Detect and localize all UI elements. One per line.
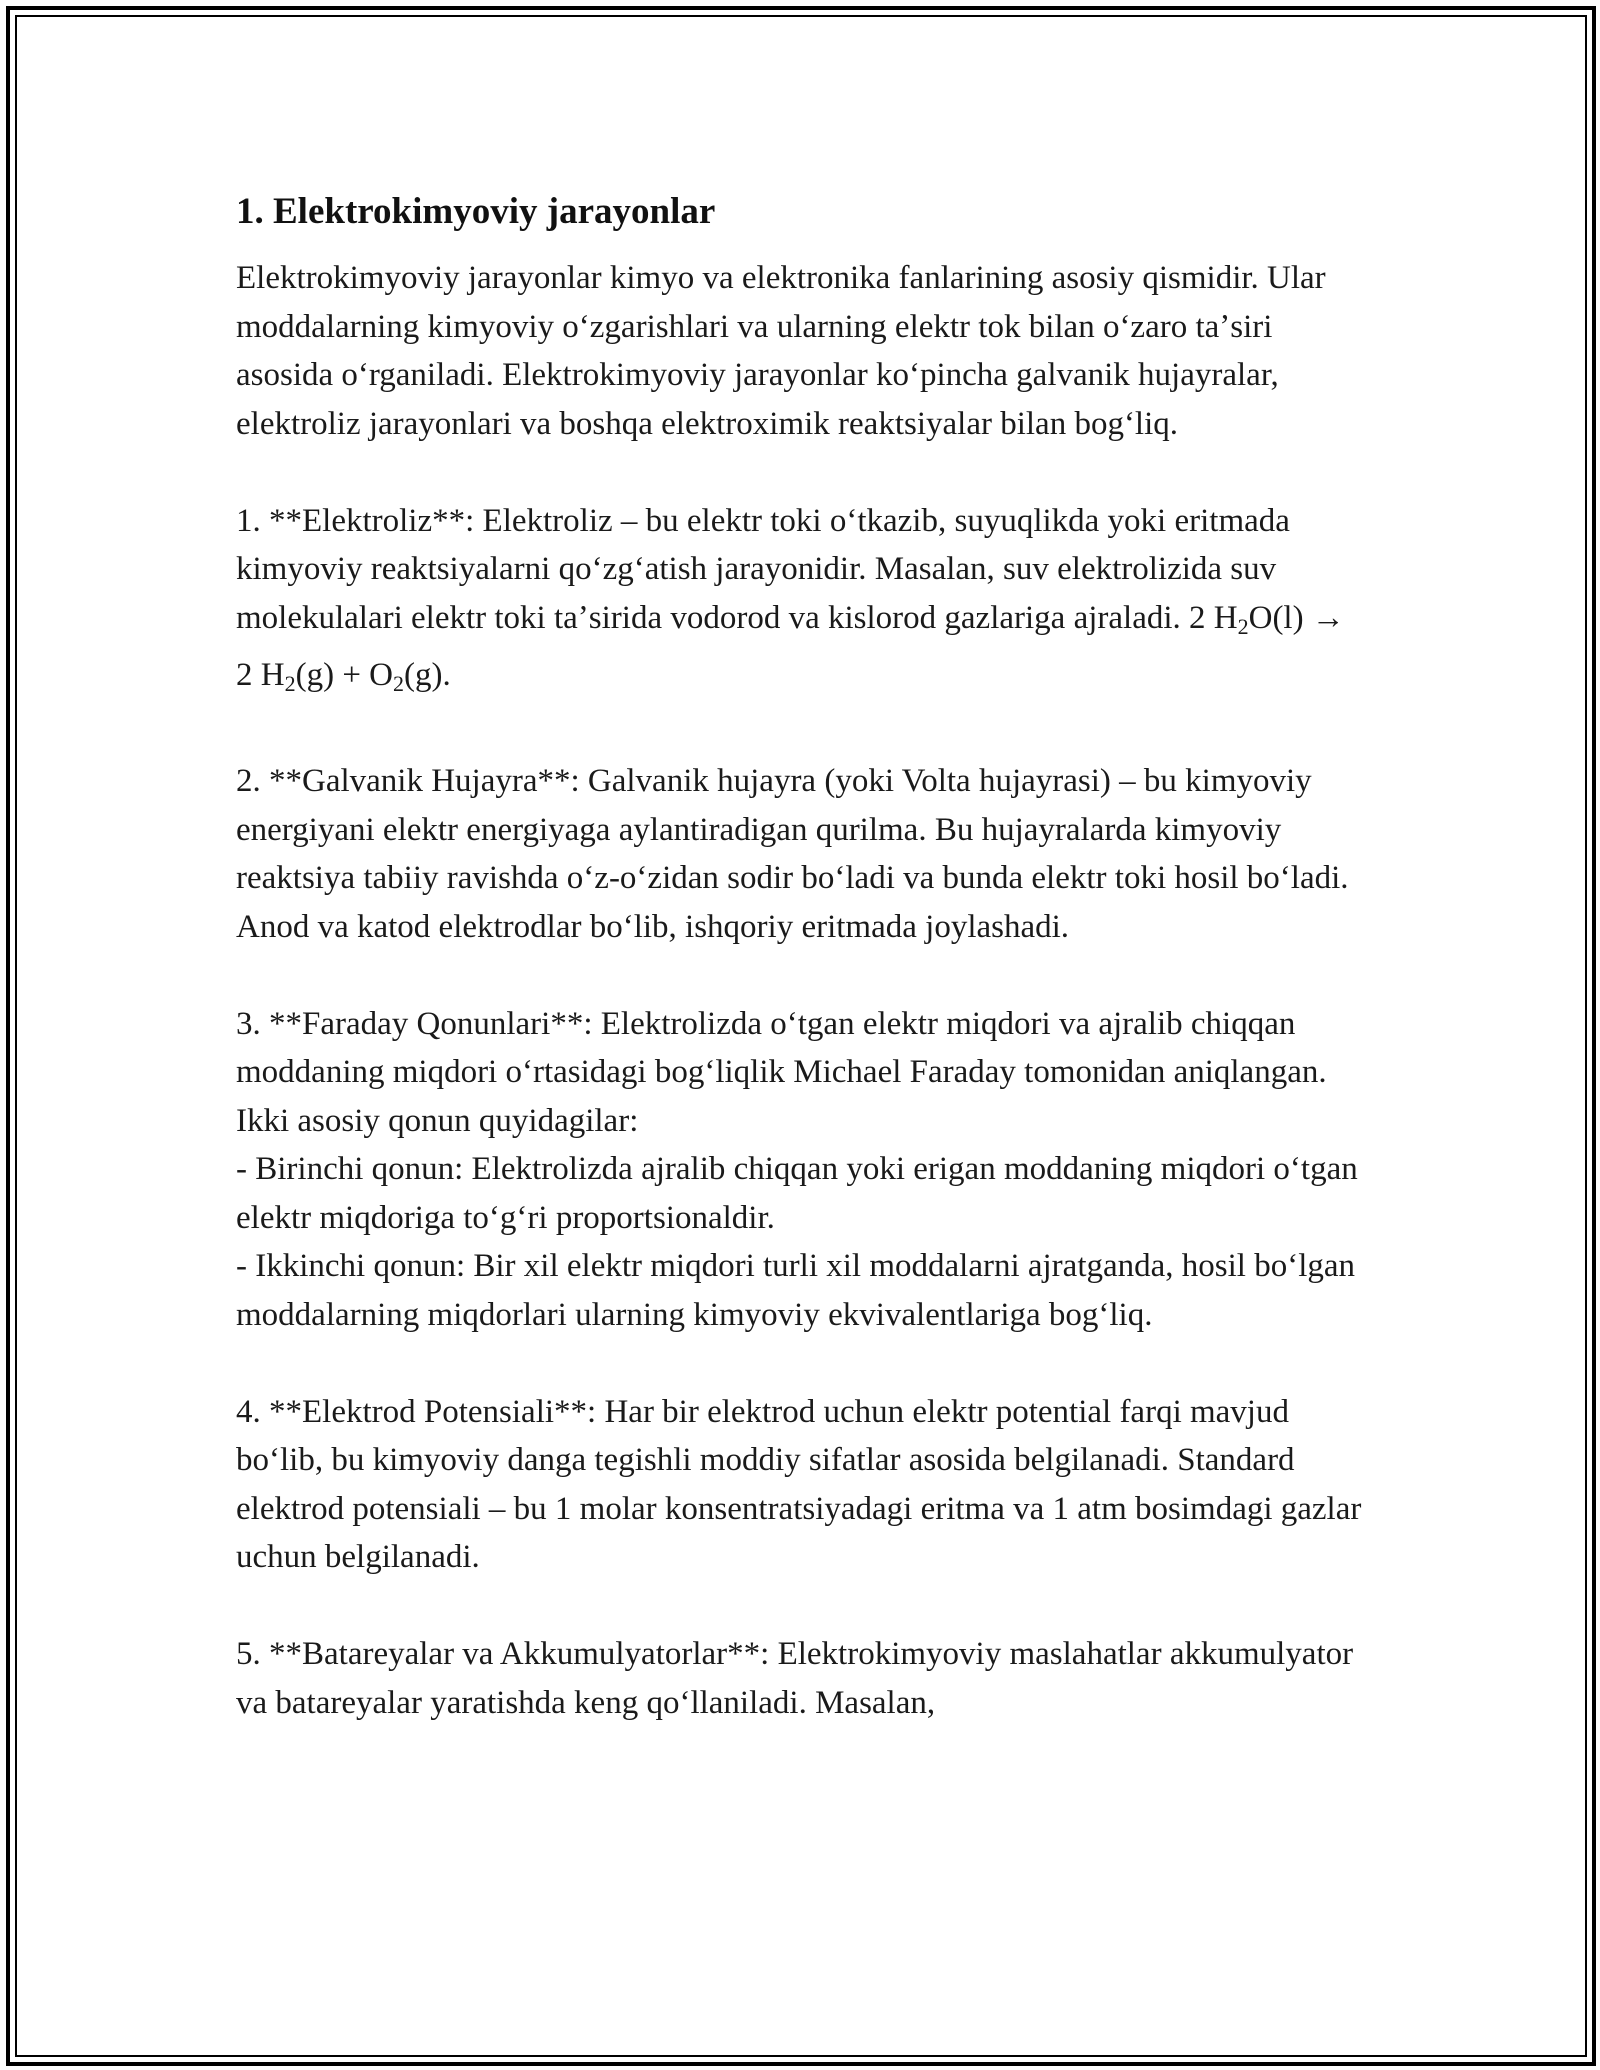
faraday-first-law: - Birinchi qonun: Elektrolizda ajralib chiqqan yoki erigan moddaning miqdori oʻtgan elektr miqdoriga toʻgʻri proportsionaldir. [236,1151,1358,1236]
item-galvanic-cell: 2. **Galvanik Hujayra**: Galvanik hujayra (yoki Volta hujayrasi) – bu kimyoviy energiyani elektr energiyaga aylantiradigan qurilma. Bu hujayralarda kimyoviy reaktsiya tabiiy ravishda oʻz-oʻzidan sodir boʻladi va bunda elektr toki hosil boʻladi. Anod va katod elektrodlar boʻlib, ishqoriy eritmada joylashadi. [236,763,1349,945]
equation-part: O(l) → 2 H [236,599,1345,693]
equation-part: (g) + O [295,657,394,693]
section-heading: 1. Elektrokimyoviy jarayonlar [236,191,716,232]
document-body [236,186,1366,1727]
item-faraday-laws [236,1000,1366,1340]
equation-part: 2 H [1180,599,1238,636]
equation-subscript: 2 [393,671,405,696]
item-electrolysis [236,497,1366,709]
faraday-intro: 3. **Faraday Qonunlari**: Elektrolizda oʻtgan elektr miqdori va ajralib chiqqan moddaning miqdori oʻrtasidagi bogʻliqlik Michael Faraday tomonidan aniqlangan. Ikki asosiy qonun quyidagilar: [236,1005,1327,1139]
equation-subscript: 2 [1237,613,1249,639]
intro-paragraph: Elektrokimyoviy jarayonlar kimyo va elektronika fanlarining asosiy qismidir. Ular moddalarning kimyoviy oʻzgarishlari va ularning elektr tok bilan oʻzaro taʼsiri asosida oʻrganiladi. Elektrokimyoviy jarayonlar koʻpincha galvanik hujayralar, elektroliz jarayonlari va boshqa elektroximik reaktsiyalar bilan bogʻliq. [236,260,1326,442]
equation-subscript: 2 [284,671,296,696]
item-electrode-potential: 4. **Elektrod Potensiali**: Har bir elektrod uchun elektr potential farqi mavjud boʻlib, bu kimyoviy danga tegishli moddiy sifatlar asosida belgilanadi. Standard elektrod potensiali – bu 1 molar konsentratsiyadagi eritma va 1 atm bosimdagi gazlar uchun belgilanadi. [236,1393,1362,1575]
electrolysis-text: 1. **Elektroliz**: Elektroliz – bu elektr toki oʻtkazib, suyuqlikda yoki eritmada kimyoviy reaktsiyalarni qoʻzgʻatish jarayonidir. Masalan, suv elektrolizida suv molekulalari elektr toki taʼsirida vodorod va kislorod gazlariga ajraladi. [236,502,1290,636]
equation-part: (g). [404,657,451,693]
item-batteries: 5. **Batareyalar va Akkumulyatorlar**: Elektrokimyoviy maslahatlar akkumulyator va batareyalar yaratishda keng qoʻllaniladi. Masalan, [236,1636,1354,1721]
faraday-second-law: - Ikkinchi qonun: Bir xil elektr miqdori turli xil moddalarni ajratganda, hosil boʻlgan moddalarning miqdorlari ularning kimyoviy ekvivalentlariga bogʻliq. [236,1248,1356,1333]
